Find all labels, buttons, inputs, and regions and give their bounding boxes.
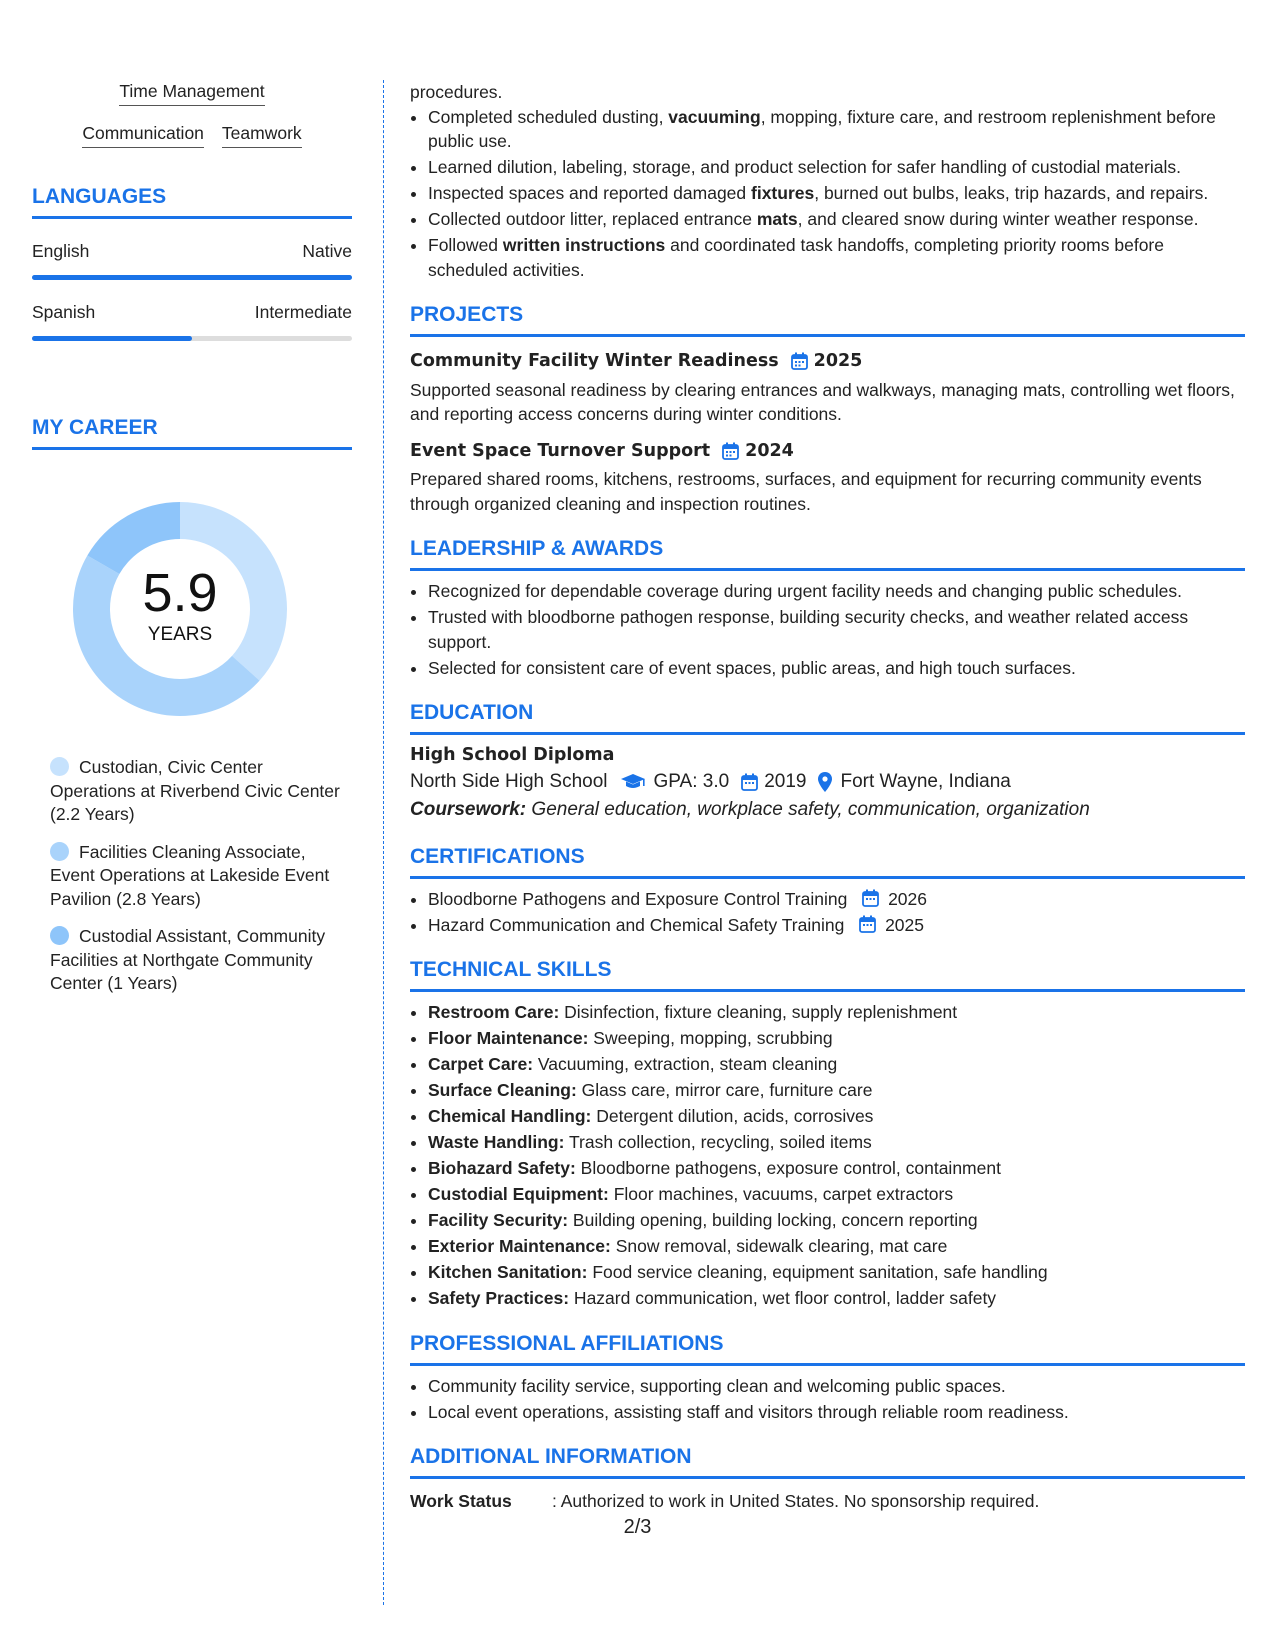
project-description: Supported seasonal readiness by clearing entrances and walkways, managing mats, controlling wet floors, and reporting access concerns during winter conditions. <box>410 379 1235 424</box>
language-proficiency-bar <box>32 336 352 341</box>
technical-skill-label: Facility Security: <box>428 1210 569 1230</box>
work-status-label: Work Status <box>410 1491 512 1511</box>
technical-skill-label: Restroom Care: <box>428 1002 560 1022</box>
skill-row <box>32 122 352 148</box>
experience-bullet <box>428 181 1245 206</box>
bullet-keyword: vacuuming <box>668 106 761 127</box>
legend-dot <box>50 842 69 861</box>
technical-skill-item <box>428 1208 1245 1233</box>
affiliation-item: • Community facility service, supporting clean and welcoming public spaces. <box>428 1374 1245 1399</box>
bullet-text: Learned dilution, labeling, storage, and product selection for safer handling of custodial materials. <box>428 157 1181 177</box>
language-name: English <box>32 241 90 261</box>
bullet-text: , and cleared snow during winter weather response. <box>797 209 1199 229</box>
leadership-item: • Recognized for dependable coverage during urgent facility needs and changing public schedules. <box>428 579 1245 604</box>
technical-skill-label: Biohazard Safety: <box>428 1158 576 1178</box>
certification-year: 2025 <box>885 914 924 935</box>
career-legend <box>32 756 352 996</box>
technical-skill-text: Trash collection, recycling, soiled items <box>564 1132 872 1152</box>
experience-lead-text: procedures. <box>410 82 503 102</box>
affiliations-section <box>410 1331 1245 1425</box>
technical-skill-label: Surface Cleaning: <box>428 1080 577 1100</box>
project-date <box>722 439 794 464</box>
work-status-value: : Authorized to work in United States. No sponsorship required. <box>552 1491 1040 1511</box>
calendar-icon <box>741 773 758 791</box>
technical-skill-item <box>428 1182 1245 1207</box>
career-legend-item <box>50 925 352 996</box>
career-donut-chart <box>65 494 295 724</box>
skill-tag: Time Management <box>119 80 264 106</box>
graduation-year <box>741 768 806 796</box>
affiliations-heading: PROFESSIONAL AFFILIATIONS <box>410 1331 1245 1366</box>
technical-skill-text: Detergent dilution, acids, corrosives <box>591 1106 874 1126</box>
donut-center <box>65 564 295 646</box>
technical-skill-item <box>428 1078 1245 1103</box>
career-legend-item <box>50 841 352 912</box>
project-date <box>791 349 863 374</box>
technical-skills-section <box>410 957 1245 1311</box>
language-item <box>32 302 352 341</box>
leadership-item: • Trusted with bloodborne pathogen response, building security checks, and weather related access support. <box>428 605 1245 654</box>
experience-bullet <box>428 233 1245 282</box>
technical-skill-item <box>428 1156 1245 1181</box>
certifications-list <box>410 887 1245 938</box>
technical-skills-list <box>410 1000 1245 1311</box>
affiliation-item: • Local event operations, assisting staff and visitors through reliable room readiness. <box>428 1400 1245 1425</box>
bullet-text: Inspected spaces and reported damaged <box>428 183 751 203</box>
technical-skill-label: Floor Maintenance: <box>428 1028 589 1048</box>
project-title-row <box>410 439 1245 464</box>
project-year: 2024 <box>745 440 794 461</box>
work-status-row <box>410 1489 1245 1514</box>
technical-skill-item <box>428 1104 1245 1129</box>
school-name: North Side High School <box>410 770 608 792</box>
language-level: Native <box>302 241 352 261</box>
coursework <box>410 796 1245 824</box>
leadership-heading: LEADERSHIP & AWARDS <box>410 536 1245 571</box>
calendar-icon <box>862 889 879 907</box>
coursework-label: Coursework: <box>410 798 527 820</box>
certification-name: Hazard Communication and Chemical Safety Training <box>428 914 845 935</box>
leadership-section <box>410 536 1245 680</box>
technical-skill-text: Bloodborne pathogens, exposure control, containment <box>575 1158 1001 1178</box>
technical-skill-label: Carpet Care: <box>428 1054 534 1074</box>
column-divider <box>383 80 384 1605</box>
experience-bullet <box>428 207 1245 232</box>
language-row <box>32 302 352 323</box>
technical-skill-label: Exterior Maintenance: <box>428 1236 611 1256</box>
bullet-keyword: written instructions <box>502 235 666 255</box>
bullet-keyword: mats <box>756 209 798 229</box>
technical-skill-label: Waste Handling: <box>428 1132 565 1152</box>
degree: High School Diploma <box>410 745 615 765</box>
project-title: Community Facility Winter Readiness <box>410 351 779 371</box>
language-name: Spanish <box>32 302 96 322</box>
skill-tag: Teamwork <box>222 122 302 148</box>
project-title: Event Space Turnover Support <box>410 440 711 461</box>
language-proficiency-fill <box>32 275 352 280</box>
technical-skill-text: Vacuuming, extraction, steam cleaning <box>533 1054 838 1074</box>
technical-skill-text: Building opening, building locking, concern reporting <box>568 1210 978 1230</box>
certification-item <box>428 913 1245 938</box>
project-year: 2025 <box>813 351 863 371</box>
certification-item <box>428 887 1245 912</box>
gpa-value: GPA: 3.0 <box>653 770 730 792</box>
technical-skill-item <box>428 1260 1245 1285</box>
career-section <box>32 415 352 996</box>
soft-skills <box>32 80 352 148</box>
technical-skill-label: Kitchen Sanitation: <box>428 1262 588 1282</box>
year-value: 2019 <box>764 770 807 792</box>
education-section <box>410 700 1245 824</box>
affiliations-list <box>410 1374 1245 1425</box>
project-description: Prepared shared rooms, kitchens, restrooms, surfaces, and equipment for recurring community events through organized cleaning and inspection routines. <box>410 469 1202 514</box>
additional-heading: ADDITIONAL INFORMATION <box>410 1444 1245 1479</box>
technical-skill-label: Chemical Handling: <box>428 1106 592 1126</box>
certification-name: Bloodborne Pathogens and Exposure Control Training <box>428 888 848 909</box>
technical-skill-item <box>428 1026 1245 1051</box>
career-role-label: Custodian, Civic Center Operations at Riverbend Civic Center (2.2 Years) <box>50 757 340 824</box>
certifications-section <box>410 844 1245 938</box>
certification-year: 2026 <box>888 888 927 909</box>
certifications-heading: CERTIFICATIONS <box>410 844 1245 879</box>
career-total-unit: YEARS <box>147 624 213 645</box>
technical-skill-label: Safety Practices: <box>428 1288 570 1308</box>
bullet-text: , burned out bulbs, leaks, trip hazards, and repairs. <box>814 183 1209 203</box>
calendar-icon <box>859 915 876 933</box>
legend-dot <box>50 926 69 945</box>
technical-skills-heading: TECHNICAL SKILLS <box>410 957 1245 992</box>
technical-skill-text: Hazard communication, wet floor control, ladder safety <box>569 1288 997 1308</box>
technical-skill-item <box>428 1234 1245 1259</box>
technical-skill-text: Floor machines, vacuums, carpet extractors <box>608 1184 954 1204</box>
language-proficiency-fill <box>32 336 192 341</box>
graduation-cap-icon <box>620 773 646 791</box>
technical-skill-item <box>428 1130 1245 1155</box>
technical-skill-label: Custodial Equipment: <box>428 1184 609 1204</box>
language-level: Intermediate <box>254 302 352 322</box>
languages-section <box>32 184 352 341</box>
career-role-label: Custodial Assistant, Community Facilities at Northgate Community Center (1 Years) <box>50 926 326 993</box>
language-row <box>32 241 352 262</box>
technical-skill-item <box>428 1000 1245 1025</box>
additional-section <box>410 1444 1245 1514</box>
project-item <box>410 349 1245 427</box>
left-column <box>32 80 352 1010</box>
project-title-row <box>410 349 1245 374</box>
education-heading: EDUCATION <box>410 700 1245 735</box>
school-location <box>818 768 1010 796</box>
legend-dot <box>50 757 69 776</box>
language-item <box>32 241 352 280</box>
leadership-item: • Selected for consistent care of event spaces, public areas, and high touch surfaces. <box>428 656 1245 681</box>
technical-skill-text: Glass care, mirror care, furniture care <box>576 1080 873 1100</box>
career-total-years: 5.9 <box>142 563 218 623</box>
projects-section <box>410 302 1245 516</box>
projects-heading: PROJECTS <box>410 302 1245 337</box>
technical-skill-text: Sweeping, mopping, scrubbing <box>588 1028 833 1048</box>
career-legend-item <box>50 756 352 827</box>
technical-skill-text: Food service cleaning, equipment sanitation, safe handling <box>587 1262 1048 1282</box>
career-heading: MY CAREER <box>32 415 352 450</box>
technical-skill-item <box>428 1052 1245 1077</box>
bullet-text: Completed scheduled dusting, <box>428 106 669 127</box>
gpa <box>620 768 730 796</box>
technical-skill-text: Snow removal, sidewalk clearing, mat care <box>610 1236 948 1256</box>
bullet-text: and coordinated task handoffs, completing priority rooms before scheduled activities. <box>428 235 1164 280</box>
bullet-text: Collected outdoor litter, replaced entrance <box>428 209 757 229</box>
page-number: 2/3 <box>623 1516 652 1538</box>
location-value: Fort Wayne, Indiana <box>840 770 1011 792</box>
map-pin-icon <box>818 772 832 792</box>
right-column <box>410 80 1245 1514</box>
language-proficiency-bar <box>32 275 352 280</box>
calendar-icon <box>791 352 808 370</box>
technical-skill-text: Disinfection, fixture cleaning, supply replenishment <box>559 1002 958 1022</box>
skill-row <box>32 80 352 106</box>
experience-bullet <box>428 105 1245 154</box>
skill-tag: Communication <box>82 122 204 148</box>
career-role-label: Facilities Cleaning Associate, Event Operations at Lakeside Event Pavilion (2.8 Years) <box>50 841 330 909</box>
calendar-icon <box>722 442 739 460</box>
bullet-text: , mopping, fixture care, and restroom replenishment before public use. <box>428 106 1216 151</box>
education-details <box>410 768 1245 796</box>
technical-skill-item <box>428 1286 1245 1311</box>
experience-bullets <box>410 105 1245 283</box>
experience-continued <box>410 80 1245 282</box>
languages-heading: LANGUAGES <box>32 184 352 219</box>
project-item <box>410 439 1245 517</box>
leadership-list <box>410 579 1245 680</box>
experience-bullet <box>428 155 1245 180</box>
bullet-keyword: fixtures <box>751 183 815 203</box>
bullet-text: Followed <box>428 235 503 255</box>
coursework-text: General education, workplace safety, communication, organization <box>526 798 1090 820</box>
